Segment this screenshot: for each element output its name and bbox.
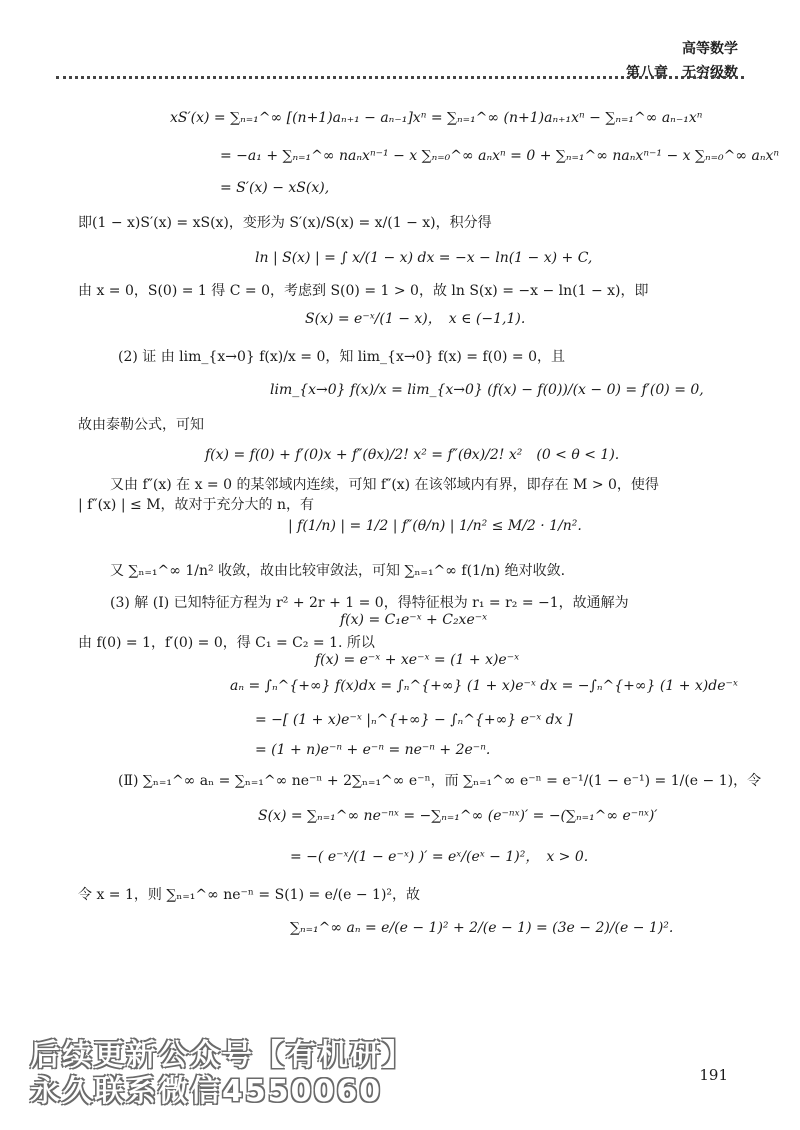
page-number: 191 <box>699 1066 728 1084</box>
text-line: 又 ∑ₙ₌₁^∞ 1/n² 收敛，故由比较审敛法，可知 ∑ₙ₌₁^∞ f(1/n) 绝对收敛. <box>110 563 566 579</box>
equation-line: = −a₁ + ∑ₙ₌₁^∞ naₙxⁿ⁻¹ − x ∑ₙ₌₀^∞ aₙxⁿ = 0 + ∑ₙ₌₁^∞ naₙxⁿ⁻¹ − x ∑ₙ₌₀^∞ aₙxⁿ <box>220 148 780 164</box>
equation-line: ∑ₙ₌₁^∞ aₙ = e/(e − 1)² + 2/(e − 1) = (3e − 2)/(e − 1)². <box>290 920 674 936</box>
equation-line: f(x) = f(0) + f′(0)x + f″(θx)/2! x² = f″(θx)/2! x² (0 < θ < 1). <box>205 447 620 463</box>
equation-line: | f(1/n) | = 1/2 | f″(θ/n) | 1/n² ≤ M/2 · 1/n². <box>288 518 582 534</box>
text-line: 令 x = 1，则 ∑ₙ₌₁^∞ ne⁻ⁿ = S(1) = e/(e − 1)²，故 <box>78 887 421 903</box>
watermark-line-1: 后续更新公众号【有机研】 <box>30 1038 414 1073</box>
equation-line: lim_{x→0} f(x)/x = lim_{x→0} (f(x) − f(0))/(x − 0) = f′(0) = 0, <box>270 382 704 398</box>
equation-line: f(x) = e⁻ˣ + xe⁻ˣ = (1 + x)e⁻ˣ <box>315 652 520 668</box>
equation-line: S(x) = ∑ₙ₌₁^∞ ne⁻ⁿˣ = −∑ₙ₌₁^∞ (e⁻ⁿˣ)′ = −(∑ₙ₌₁^∞ e⁻ⁿˣ)′ <box>258 808 658 824</box>
text-line: (Ⅱ) ∑ₙ₌₁^∞ aₙ = ∑ₙ₌₁^∞ ne⁻ⁿ + 2∑ₙ₌₁^∞ e⁻ⁿ，而 ∑ₙ₌₁^∞ e⁻ⁿ = e⁻¹/(1 − e⁻¹) = 1/(e − 1)，令 <box>118 773 762 789</box>
text-line: (3) 解 (Ⅰ) 已知特征方程为 r² + 2r + 1 = 0，得特征根为 r₁ = r₂ = −1，故通解为 <box>110 595 629 611</box>
text-line: (2) 证 由 lim_{x→0} f(x)/x = 0，知 lim_{x→0} f(x) = f(0) = 0，且 <box>118 349 566 365</box>
equation-line: aₙ = ∫ₙ^{+∞} f(x)dx = ∫ₙ^{+∞} (1 + x)e⁻ˣ dx = −∫ₙ^{+∞} (1 + x)de⁻ˣ <box>230 678 738 694</box>
equation-line: = −( e⁻ˣ/(1 − e⁻ˣ) )′ = eˣ/(eˣ − 1)²， x > 0. <box>290 849 589 865</box>
chapter-title: 第八章 无穷级数 <box>626 65 738 81</box>
equation-line: S(x) = e⁻ˣ/(1 − x)， x ∈ (−1,1). <box>305 311 526 327</box>
book-title: 高等数学 <box>682 41 738 57</box>
text-line: 由 x = 0，S(0) = 1 得 C = 0，考虑到 S(0) = 1 > 0，故 ln S(x) = −x − ln(1 − x)，即 <box>78 283 649 299</box>
watermark-line-2: 永久联系微信4550060 <box>30 1074 383 1109</box>
equation-line: = (1 + n)e⁻ⁿ + e⁻ⁿ = ne⁻ⁿ + 2e⁻ⁿ. <box>255 742 491 758</box>
text-line: 即(1 − x)S′(x) = xS(x)，变形为 S′(x)/S(x) = x/(1 − x)，积分得 <box>78 215 492 231</box>
equation-line: = S′(x) − xS(x), <box>220 180 330 196</box>
equation-line: ln | S(x) | = ∫ x/(1 − x) dx = −x − ln(1 − x) + C, <box>255 250 593 266</box>
text-line: 又由 f″(x) 在 x = 0 的某邻域内连续，可知 f″(x) 在该邻域内有界，即存在 M > 0，使得 <box>110 477 659 493</box>
equation-line: xS′(x) = ∑ₙ₌₁^∞ [(n+1)aₙ₊₁ − aₙ₋₁]xⁿ = ∑ₙ₌₁^∞ (n+1)aₙ₊₁xⁿ − ∑ₙ₌₁^∞ aₙ₋₁xⁿ <box>170 110 703 126</box>
equation-line: f(x) = C₁e⁻ˣ + C₂xe⁻ˣ <box>340 612 488 628</box>
text-line: 故由泰勒公式，可知 <box>78 417 204 433</box>
equation-line: = −[ (1 + x)e⁻ˣ |ₙ^{+∞} − ∫ₙ^{+∞} e⁻ˣ dx ] <box>255 712 573 728</box>
text-line: 由 f(0) = 1，f′(0) = 0，得 C₁ = C₂ = 1. 所以 <box>78 635 375 651</box>
header-dotted-rule <box>56 76 744 79</box>
text-line: | f″(x) | ≤ M，故对于充分大的 n，有 <box>78 497 314 513</box>
